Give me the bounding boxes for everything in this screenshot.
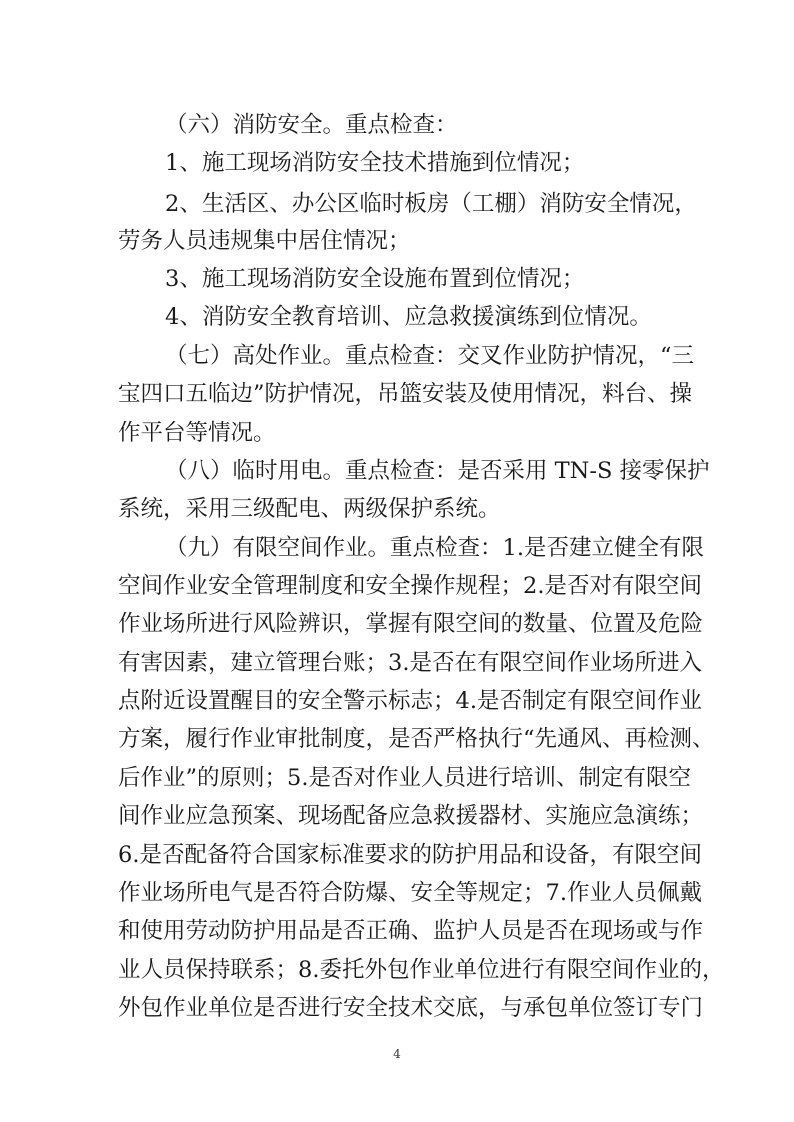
text-line [0, 375, 794, 413]
list-item: 3、施工现场消防安全设施布置到位情况； [165, 266, 585, 292]
paragraph-line: 和使用劳动防护用品是否正确、监护人员是否在现场或与作 [118, 918, 704, 944]
list-item: 1、施工现场消防安全技术措施到位情况； [165, 150, 585, 176]
text-line [0, 874, 794, 912]
paragraph-line: 宝四口五临边”防护情况，吊篮安装及使用情况，料台、操 [118, 381, 693, 407]
paragraph-line: 系统，采用三级配电、两级保护系统。 [118, 496, 501, 522]
paragraph-line: 外包作业单位是否进行安全技术交底，与承包单位签订专门 [118, 995, 704, 1021]
paragraph-line: 业人员保持联系；8.委托外包作业单位进行有限空间作业的， [118, 957, 725, 983]
section-8-paragraph: （八）临时用电。重点检查：是否采用 TN-S 接零保护 [165, 458, 710, 484]
paragraph-line: 作平台等情况。 [118, 420, 276, 446]
paragraph-line: 作业场所进行风险辨识，掌握有限空间的数量、位置及危险 [118, 611, 704, 637]
text-line [0, 682, 794, 720]
text-line [0, 529, 794, 567]
text-line [0, 605, 794, 643]
text-line [0, 951, 794, 989]
list-item: 4、消防安全教育培训、应急救援演练到位情况。 [165, 304, 652, 330]
section-6-heading: （六）消防安全。重点检查： [165, 112, 458, 138]
text-line [0, 720, 794, 758]
text-line [0, 222, 794, 260]
paragraph-line: 点附近设置醒目的安全警示标志；4.是否制定有限空间作业 [118, 688, 702, 714]
text-line [0, 490, 794, 528]
text-line [0, 260, 794, 298]
text-line [0, 337, 794, 375]
list-item: 2、生活区、办公区临时板房（工棚）消防安全情况， [165, 191, 697, 217]
paragraph-line: 作业场所电气是否符合防爆、安全等规定；7.作业人员佩戴 [118, 880, 702, 906]
page-number: 4 [393, 1047, 401, 1061]
text-line [0, 836, 794, 874]
text-line [0, 912, 794, 950]
text-line [0, 144, 794, 182]
text-line [0, 644, 794, 682]
text-line [0, 452, 794, 490]
text-line [0, 414, 794, 452]
paragraph-line: 间作业应急预案、现场配备应急救援器材、实施应急演练； [118, 803, 704, 829]
text-line [0, 185, 794, 223]
paragraph-line: 有害因素，建立管理台账；3.是否在有限空间作业场所进入 [118, 650, 702, 676]
text-line [0, 298, 794, 336]
text-line [0, 106, 794, 144]
paragraph-line: 方案，履行作业审批制度，是否严格执行“先通风、再检测、 [118, 726, 715, 752]
text-line [0, 567, 794, 605]
paragraph-line: 空间作业安全管理制度和安全操作规程；2.是否对有限空间 [118, 573, 702, 599]
paragraph-line: 后作业”的原则；5.是否对作业人员进行培训、制定有限空 [118, 765, 691, 791]
text-line [0, 759, 794, 797]
list-item-continuation: 劳务人员违规集中居住情况； [118, 228, 411, 254]
text-line [0, 797, 794, 835]
paragraph-line: 6.是否配备符合国家标准要求的防护用品和设备，有限空间 [118, 842, 702, 868]
section-9-paragraph: （九）有限空间作业。重点检查：1.是否建立健全有限 [165, 535, 704, 561]
text-line [0, 989, 794, 1027]
section-7-paragraph: （七）高处作业。重点检查：交叉作业防护情况，“三 [165, 343, 695, 369]
